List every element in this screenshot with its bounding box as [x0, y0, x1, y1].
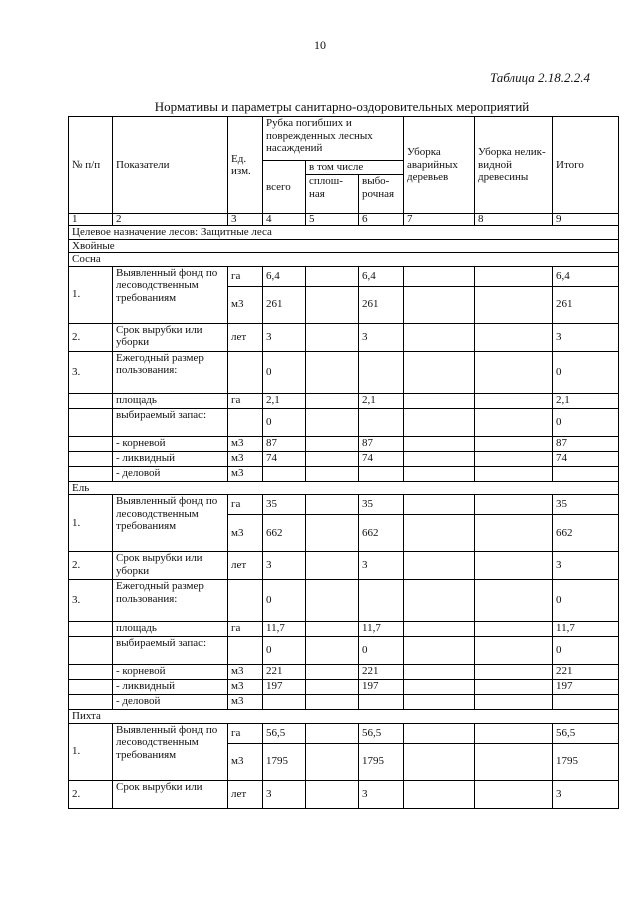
cell-total: 0 [263, 637, 306, 665]
section-row [69, 710, 619, 724]
row-indicator: - деловой [113, 695, 228, 710]
cell-selective: 6,4 [359, 266, 404, 286]
cell-result: 35 [553, 495, 619, 515]
row-unit [228, 351, 263, 393]
section-row [69, 481, 619, 495]
col-num-9: 9 [553, 214, 619, 226]
table-row [69, 622, 619, 637]
row-unit: лет [228, 552, 263, 580]
cell-clear [306, 780, 359, 808]
row-number: 3. [69, 351, 113, 393]
cell-illiquid [475, 622, 553, 637]
header-total: всего [263, 161, 306, 214]
row-indicator: Срок вырубки или уборки [113, 552, 228, 580]
row-indicator: Выявленный фонд по лесоводственным требованиям [113, 723, 228, 780]
cell-selective: 662 [359, 515, 404, 552]
cell-selective: 87 [359, 436, 404, 451]
cell-total: 1795 [263, 743, 306, 780]
cell-emergency [404, 451, 475, 466]
col-num-1: 1 [69, 214, 113, 226]
row-number [69, 451, 113, 466]
cell-emergency [404, 393, 475, 408]
table-title: Нормативы и параметры санитарно-оздоровительных мероприятий [154, 99, 530, 114]
col-num-6: 6 [359, 214, 404, 226]
cell-total: 56,5 [263, 723, 306, 743]
cell-selective: 1795 [359, 743, 404, 780]
cell-clear [306, 351, 359, 393]
cell-illiquid [475, 552, 553, 580]
table-row [69, 323, 619, 351]
row-unit: га [228, 622, 263, 637]
header-including: в том числе [306, 161, 404, 175]
row-indicator: Срок вырубки или [113, 780, 228, 808]
cell-illiquid [475, 408, 553, 436]
row-number: 1. [69, 266, 113, 323]
col-num-8: 8 [475, 214, 553, 226]
cell-emergency [404, 515, 475, 552]
cell-clear [306, 695, 359, 710]
row-indicator: Ежегодный размер пользования: [113, 351, 228, 393]
cell-emergency [404, 466, 475, 481]
cell-result [553, 695, 619, 710]
cell-result: 0 [553, 351, 619, 393]
cell-result: 74 [553, 451, 619, 466]
table-row [69, 637, 619, 665]
cell-emergency [404, 351, 475, 393]
cell-clear [306, 286, 359, 323]
cell-clear [306, 743, 359, 780]
cell-result: 11,7 [553, 622, 619, 637]
cell-selective: 261 [359, 286, 404, 323]
row-number: 3. [69, 580, 113, 622]
cell-total: 6,4 [263, 266, 306, 286]
cell-illiquid [475, 680, 553, 695]
col-num-5: 5 [306, 214, 359, 226]
row-number [69, 393, 113, 408]
row-number: 1. [69, 495, 113, 552]
cell-emergency [404, 622, 475, 637]
table-row [69, 695, 619, 710]
table-row [69, 266, 619, 286]
cell-illiquid [475, 436, 553, 451]
row-unit [228, 580, 263, 622]
row-unit: га [228, 495, 263, 515]
cell-total: 0 [263, 408, 306, 436]
table-row [69, 723, 619, 743]
group-row [69, 239, 619, 253]
row-number [69, 637, 113, 665]
row-unit: м3 [228, 286, 263, 323]
header-indicators: Показатели [113, 117, 228, 214]
cell-illiquid [475, 451, 553, 466]
row-number [69, 408, 113, 436]
table-row [69, 451, 619, 466]
header-result: Итого [553, 117, 619, 214]
cell-illiquid [475, 780, 553, 808]
row-number: 2. [69, 780, 113, 808]
cell-result: 0 [553, 580, 619, 622]
row-indicator: Выявленный фонд по лесоводственным требованиям [113, 266, 228, 323]
table-body [69, 214, 619, 809]
cell-clear [306, 408, 359, 436]
cell-illiquid [475, 286, 553, 323]
cell-result: 6,4 [553, 266, 619, 286]
row-unit: м3 [228, 680, 263, 695]
cell-illiquid [475, 266, 553, 286]
cell-result: 0 [553, 637, 619, 665]
cell-total: 0 [263, 351, 306, 393]
cell-clear [306, 637, 359, 665]
cell-selective: 197 [359, 680, 404, 695]
row-number: 2. [69, 552, 113, 580]
table-label: Таблица 2.18.2.2.4 [489, 70, 590, 85]
cell-emergency [404, 552, 475, 580]
header-selective: выбо-рочная [359, 175, 404, 214]
row-number: 1. [69, 723, 113, 780]
header-unit: Ед. изм. [228, 117, 263, 214]
cell-total: 11,7 [263, 622, 306, 637]
row-unit: га [228, 266, 263, 286]
table-row [69, 408, 619, 436]
cell-selective: 0 [359, 637, 404, 665]
purpose-label: Целевое назначение лесов: Защитные леса [69, 226, 619, 240]
header-felling: Рубка погибших и поврежденных лесных насаждений [263, 117, 404, 161]
row-indicator: выбираемый запас: [113, 408, 228, 436]
cell-selective: 221 [359, 665, 404, 680]
cell-illiquid [475, 466, 553, 481]
table-row [69, 466, 619, 481]
row-unit: лет [228, 780, 263, 808]
cell-clear [306, 580, 359, 622]
cell-illiquid [475, 495, 553, 515]
row-unit: м3 [228, 665, 263, 680]
cell-selective: 35 [359, 495, 404, 515]
cell-illiquid [475, 323, 553, 351]
row-number [69, 695, 113, 710]
cell-total: 3 [263, 323, 306, 351]
table-row [69, 580, 619, 622]
cell-emergency [404, 408, 475, 436]
cell-total: 35 [263, 495, 306, 515]
row-number [69, 436, 113, 451]
section-row [69, 253, 619, 267]
cell-total: 3 [263, 552, 306, 580]
cell-total: 3 [263, 780, 306, 808]
row-unit: м3 [228, 436, 263, 451]
cell-illiquid [475, 351, 553, 393]
cell-result [553, 466, 619, 481]
row-indicator: выбираемый запас: [113, 637, 228, 665]
cell-result: 3 [553, 780, 619, 808]
header-emergency: Уборка аварийных деревьев [404, 117, 475, 214]
cell-total: 87 [263, 436, 306, 451]
cell-result: 3 [553, 323, 619, 351]
table-row [69, 680, 619, 695]
col-num-7: 7 [404, 214, 475, 226]
cell-illiquid [475, 393, 553, 408]
row-number [69, 466, 113, 481]
row-unit: лет [228, 323, 263, 351]
cell-emergency [404, 695, 475, 710]
cell-result: 0 [553, 408, 619, 436]
cell-selective [359, 466, 404, 481]
row-number: 2. [69, 323, 113, 351]
row-indicator: - корневой [113, 665, 228, 680]
cell-result: 197 [553, 680, 619, 695]
table-row [69, 780, 619, 808]
row-number [69, 680, 113, 695]
table-row [69, 665, 619, 680]
cell-emergency [404, 495, 475, 515]
row-indicator: - ликвидный [113, 680, 228, 695]
cell-emergency [404, 780, 475, 808]
cell-emergency [404, 580, 475, 622]
header-clear: сплош-ная [306, 175, 359, 214]
cell-emergency [404, 266, 475, 286]
table-row [69, 552, 619, 580]
cell-clear [306, 451, 359, 466]
cell-result: 2,1 [553, 393, 619, 408]
row-indicator: - ликвидный [113, 451, 228, 466]
row-indicator: площадь [113, 622, 228, 637]
cell-total: 2,1 [263, 393, 306, 408]
cell-illiquid [475, 637, 553, 665]
group-label: Хвойные [69, 239, 619, 253]
page-number: 10 [314, 38, 326, 52]
cell-result: 87 [553, 436, 619, 451]
cell-total: 0 [263, 580, 306, 622]
cell-clear [306, 552, 359, 580]
row-unit: м3 [228, 451, 263, 466]
cell-clear [306, 466, 359, 481]
row-unit: м3 [228, 695, 263, 710]
header-num: № п/п [69, 117, 113, 214]
row-unit: м3 [228, 466, 263, 481]
row-indicator: - корневой [113, 436, 228, 451]
row-number [69, 622, 113, 637]
section-name: Пихта [69, 710, 619, 724]
cell-total: 197 [263, 680, 306, 695]
cell-clear [306, 680, 359, 695]
cell-selective: 11,7 [359, 622, 404, 637]
cell-total: 261 [263, 286, 306, 323]
cell-total: 221 [263, 665, 306, 680]
cell-illiquid [475, 743, 553, 780]
cell-emergency [404, 723, 475, 743]
cell-clear [306, 266, 359, 286]
cell-emergency [404, 665, 475, 680]
cell-result: 3 [553, 552, 619, 580]
row-unit [228, 637, 263, 665]
header-illiquid: Уборка нелик-видной древесины [475, 117, 553, 214]
section-name: Ель [69, 481, 619, 495]
cell-selective: 2,1 [359, 393, 404, 408]
row-number [69, 665, 113, 680]
table-row [69, 351, 619, 393]
cell-emergency [404, 323, 475, 351]
row-unit: м3 [228, 743, 263, 780]
cell-illiquid [475, 695, 553, 710]
row-indicator: площадь [113, 393, 228, 408]
cell-emergency [404, 436, 475, 451]
col-num-4: 4 [263, 214, 306, 226]
cell-illiquid [475, 515, 553, 552]
table-row [69, 436, 619, 451]
row-indicator: Срок вырубки или уборки [113, 323, 228, 351]
cell-total [263, 695, 306, 710]
cell-selective [359, 580, 404, 622]
cell-clear [306, 723, 359, 743]
row-indicator: Ежегодный размер пользования: [113, 580, 228, 622]
cell-clear [306, 515, 359, 552]
cell-selective: 3 [359, 323, 404, 351]
row-indicator: - деловой [113, 466, 228, 481]
col-num-3: 3 [228, 214, 263, 226]
cell-clear [306, 622, 359, 637]
cell-selective: 3 [359, 552, 404, 580]
column-numbers-row [69, 214, 619, 226]
cell-clear [306, 495, 359, 515]
cell-total: 74 [263, 451, 306, 466]
cell-emergency [404, 637, 475, 665]
row-indicator: Выявленный фонд по лесоводственным требованиям [113, 495, 228, 552]
cell-total: 662 [263, 515, 306, 552]
row-unit: га [228, 723, 263, 743]
cell-selective [359, 408, 404, 436]
cell-emergency [404, 743, 475, 780]
cell-clear [306, 393, 359, 408]
table-row [69, 393, 619, 408]
cell-selective [359, 351, 404, 393]
cell-selective: 56,5 [359, 723, 404, 743]
col-num-2: 2 [113, 214, 228, 226]
cell-illiquid [475, 665, 553, 680]
sanitary-measures-table [68, 116, 619, 809]
table-row [69, 495, 619, 515]
cell-result: 662 [553, 515, 619, 552]
cell-clear [306, 323, 359, 351]
cell-total [263, 466, 306, 481]
cell-result: 261 [553, 286, 619, 323]
cell-emergency [404, 286, 475, 323]
cell-result: 221 [553, 665, 619, 680]
cell-selective: 3 [359, 780, 404, 808]
cell-illiquid [475, 580, 553, 622]
purpose-row [69, 226, 619, 240]
cell-result: 56,5 [553, 723, 619, 743]
cell-result: 1795 [553, 743, 619, 780]
cell-clear [306, 665, 359, 680]
cell-clear [306, 436, 359, 451]
cell-illiquid [475, 723, 553, 743]
row-unit: га [228, 393, 263, 408]
row-unit [228, 408, 263, 436]
cell-emergency [404, 680, 475, 695]
cell-selective [359, 695, 404, 710]
row-unit: м3 [228, 515, 263, 552]
section-name: Сосна [69, 253, 619, 267]
cell-selective: 74 [359, 451, 404, 466]
